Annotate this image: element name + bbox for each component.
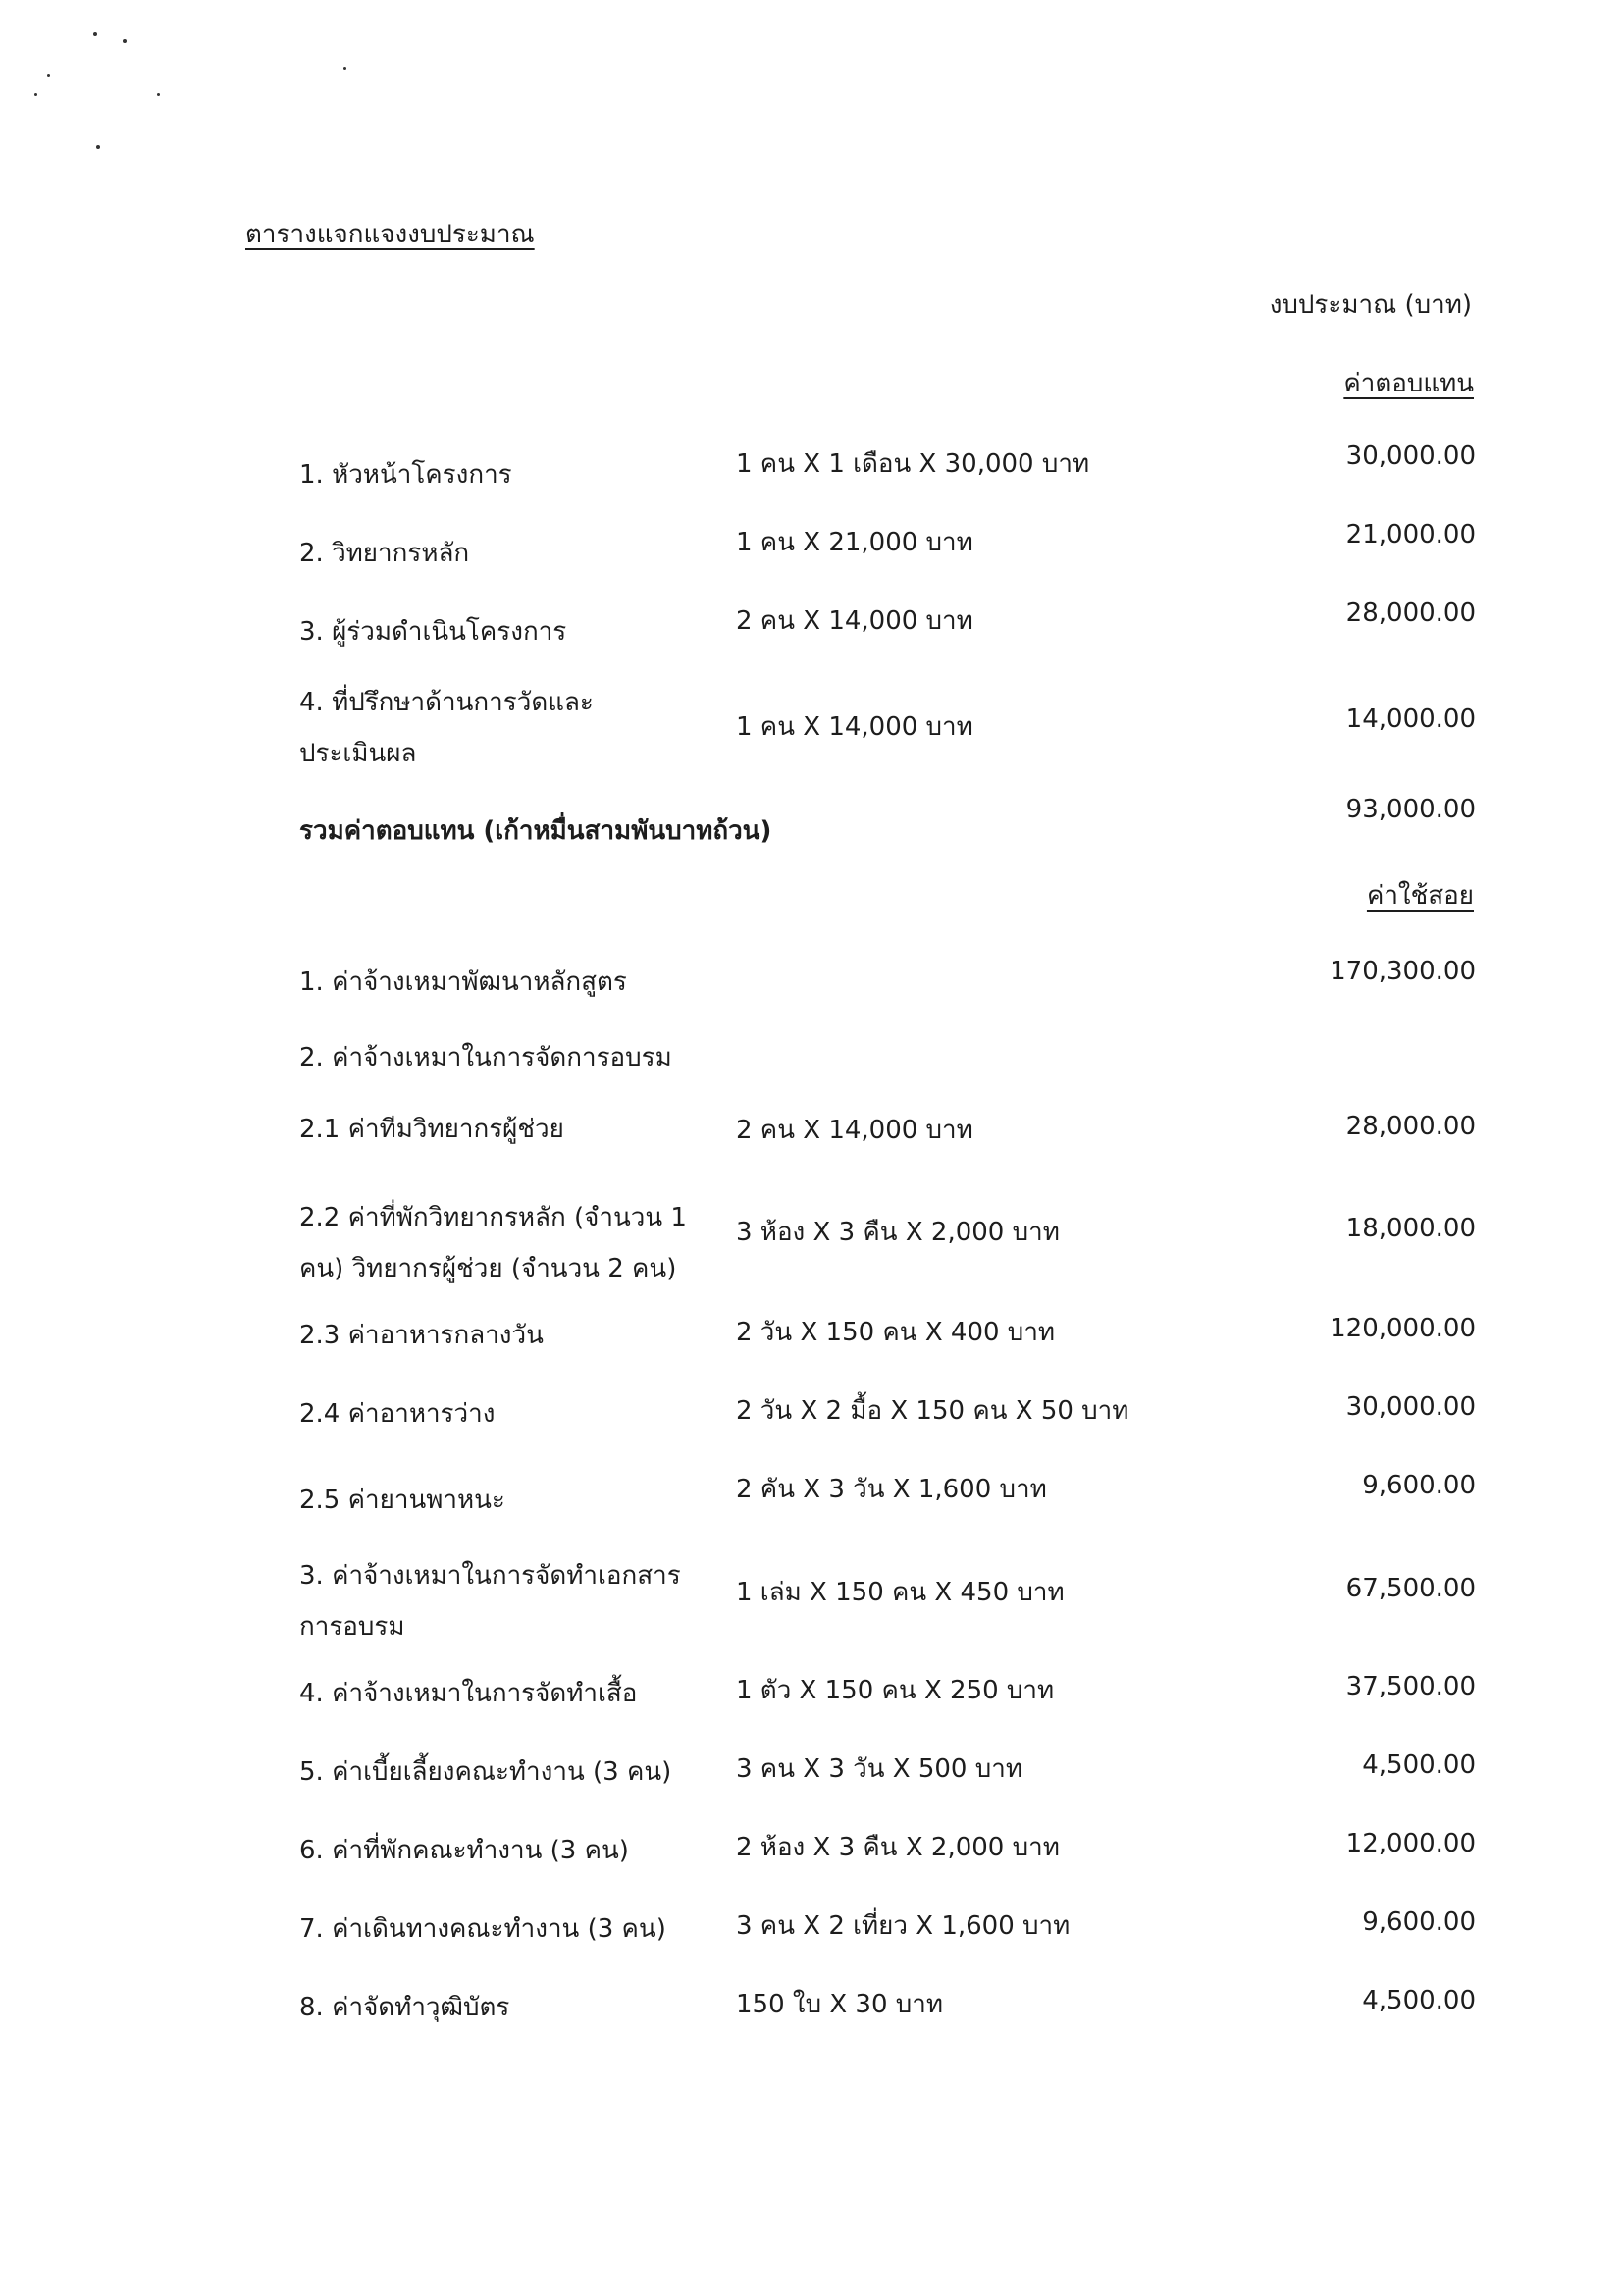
item-label: 2.3 ค่าอาหารกลางวัน (299, 1321, 544, 1350)
item-amount: 18,000.00 (1345, 1214, 1476, 1243)
item-calculation: 150 ใบ X 30 บาท (736, 1990, 944, 2019)
item-amount: 120,000.00 (1330, 1314, 1476, 1343)
item-label: 1. ค่าจ้างเหมาพัฒนาหลักสูตร (299, 967, 627, 997)
item-label: 6. ค่าที่พักคณะทำงาน (3 คน) (299, 1836, 629, 1865)
page-title: ตารางแจกแจงงบประมาณ (245, 220, 535, 249)
item-amount: 67,500.00 (1345, 1574, 1476, 1603)
item-amount: 9,600.00 (1362, 1471, 1476, 1500)
item-calculation: 1 ตัว X 150 คน X 250 บาท (736, 1676, 1055, 1705)
item-label: 2. วิทยากรหลัก (299, 539, 470, 568)
scan-speck (157, 93, 160, 96)
item-label: 3. ผู้ร่วมดำเนินโครงการ (299, 617, 567, 647)
item-calculation: 2 คัน X 3 วัน X 1,600 บาท (736, 1475, 1047, 1504)
item-calculation: 2 ห้อง X 3 คืน X 2,000 บาท (736, 1833, 1060, 1862)
item-label: 4. ที่ปรึกษาด้านการวัดและประเมินผล (299, 688, 594, 768)
item-amount: 30,000.00 (1345, 442, 1476, 471)
item-amount: 14,000.00 (1345, 704, 1476, 734)
item-amount: 21,000.00 (1345, 520, 1476, 549)
item-label: 2. ค่าจ้างเหมาในการจัดการอบรม (299, 1043, 672, 1072)
scan-speck (96, 145, 100, 149)
item-calculation: 2 คน X 14,000 บาท (736, 1116, 973, 1145)
item-amount: 4,500.00 (1362, 1750, 1476, 1780)
item-label: 4. ค่าจ้างเหมาในการจัดทำเสื้อ (299, 1679, 638, 1708)
item-calculation: 3 คน X 2 เที่ยว X 1,600 บาท (736, 1911, 1071, 1941)
item-amount: 4,500.00 (1362, 1986, 1476, 2015)
compensation-total-label: รวมค่าตอบแทน (เก้าหมื่นสามพันบาทถ้วน) (299, 816, 772, 846)
item-calculation: 2 คน X 14,000 บาท (736, 606, 973, 636)
item-calculation: 3 ห้อง X 3 คืน X 2,000 บาท (736, 1218, 1060, 1247)
item-label: 2.1 ค่าทีมวิทยากรผู้ช่วย (299, 1115, 564, 1144)
item-calculation: 1 คน X 21,000 บาท (736, 528, 973, 557)
item-label: 2.2 ค่าที่พักวิทยากรหลัก (จำนวน 1 คน) วิทยากรผู้ช่วย (จำนวน 2 คน) (299, 1203, 687, 1283)
compensation-heading: ค่าตอบแทน (1343, 369, 1474, 398)
item-label: 2.5 ค่ายานพาหนะ (299, 1486, 505, 1515)
item-calculation: 1 คน X 1 เดือน X 30,000 บาท (736, 449, 1090, 479)
item-label: 5. ค่าเบี้ยเลี้ยงคณะทำงาน (3 คน) (299, 1757, 672, 1787)
scan-speck (34, 93, 37, 96)
item-amount: 30,000.00 (1345, 1392, 1476, 1422)
scan-speck (93, 32, 97, 36)
scan-speck (343, 67, 346, 70)
expenses-heading: ค่าใช้สอย (1366, 881, 1474, 911)
item-amount: 28,000.00 (1345, 599, 1476, 628)
budget-column-header: งบประมาณ (บาท) (1269, 290, 1472, 320)
item-label: 1. หัวหน้าโครงการ (299, 460, 512, 490)
item-calculation: 2 วัน X 2 มื้อ X 150 คน X 50 บาท (736, 1396, 1129, 1426)
item-calculation: 2 วัน X 150 คน X 400 บาท (736, 1318, 1056, 1347)
item-amount: 170,300.00 (1330, 957, 1476, 986)
compensation-total-amount: 93,000.00 (1345, 795, 1476, 824)
item-label: 8. ค่าจัดทำวุฒิบัตร (299, 1993, 510, 2022)
item-amount: 28,000.00 (1345, 1112, 1476, 1141)
item-calculation: 1 เล่ม X 150 คน X 450 บาท (736, 1578, 1065, 1607)
scan-speck (47, 74, 50, 77)
item-label: 7. ค่าเดินทางคณะทำงาน (3 คน) (299, 1914, 666, 1944)
item-label: 2.4 ค่าอาหารว่าง (299, 1399, 496, 1429)
item-amount: 9,600.00 (1362, 1907, 1476, 1937)
item-amount: 37,500.00 (1345, 1672, 1476, 1701)
item-calculation: 3 คน X 3 วัน X 500 บาท (736, 1754, 1022, 1784)
item-amount: 12,000.00 (1345, 1829, 1476, 1858)
scan-speck (123, 39, 127, 43)
item-calculation: 1 คน X 14,000 บาท (736, 712, 973, 742)
item-label: 3. ค่าจ้างเหมาในการจัดทำเอกสารการอบรม (299, 1561, 681, 1642)
